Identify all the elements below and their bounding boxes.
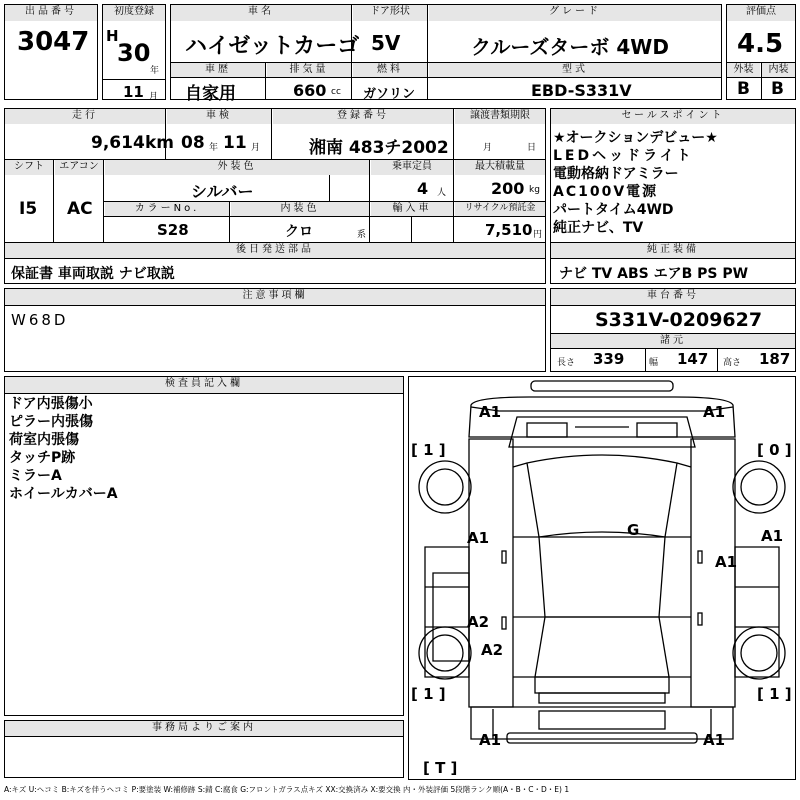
mileage: 9,614 — [91, 133, 145, 153]
mileage-header: 走行 — [5, 109, 165, 124]
label-center: G — [627, 521, 640, 539]
model: EBD-S331V — [531, 81, 632, 100]
label-tire-rl: [ 1 ] — [411, 685, 446, 703]
score-header: 評価点 — [727, 5, 795, 21]
label-left-a2: A2 — [467, 613, 490, 631]
height-label: 高さ — [723, 358, 742, 368]
shift: I5 — [19, 199, 38, 219]
sales-point: 電動格納ドアミラー — [553, 166, 679, 182]
sales-point: パートタイム4WD — [553, 202, 674, 218]
color: シルバー — [191, 182, 254, 201]
office-box — [4, 720, 404, 778]
sales-point: 純正ナビ、TV — [553, 220, 644, 236]
label-tire-fl: [ 1 ] — [411, 441, 446, 459]
score: 4.5 — [737, 29, 784, 59]
door-type: 5V — [371, 31, 401, 55]
length: 339 — [593, 350, 625, 368]
transfer-day: 日 — [527, 143, 537, 153]
name-box — [170, 4, 722, 104]
month-unit: 月 — [149, 92, 159, 102]
inspection-year: 08 — [181, 133, 205, 153]
label-front-right: A1 — [703, 403, 726, 421]
notes-box — [4, 288, 546, 372]
label-tail: [ T ] — [423, 759, 458, 777]
post-parts-header: 後日発送部品 — [5, 243, 545, 258]
car-name-header: 車名 — [171, 5, 351, 21]
interior-color: クロ — [285, 224, 313, 240]
aircon: AC — [67, 199, 93, 219]
inspector-note: タッチP跡 — [9, 450, 76, 466]
width-label: 幅 — [649, 358, 659, 368]
label-left-a2b: A2 — [481, 641, 504, 659]
sales-point: ★オークションデビュー★ — [553, 130, 718, 146]
label-rear-right: A1 — [703, 731, 726, 749]
history-header: 車歴 — [171, 63, 265, 77]
interior-color-suffix: 系 — [357, 230, 367, 240]
insp-month-unit: 月 — [251, 143, 261, 153]
office-header: 事務局よりご案内 — [5, 721, 403, 736]
registration-header: 登録番号 — [273, 109, 453, 124]
fuel-header: 燃料 — [353, 63, 427, 77]
chassis-header: 車台番号 — [551, 289, 795, 305]
sales-point: AC100V電源 — [553, 184, 659, 200]
label-left-door: A1 — [467, 529, 490, 547]
sales-header: セールスポイント — [551, 109, 795, 124]
import-header: 輸入車 — [371, 202, 453, 216]
year-unit: 年 — [150, 66, 160, 76]
model-header: 型式 — [429, 63, 721, 77]
length-label: 長さ — [557, 358, 576, 368]
door-header: ドア形状 — [353, 5, 427, 21]
lot-number: 3047 — [17, 27, 90, 57]
recycle: 7,510 — [485, 221, 533, 239]
label-rear-left: A1 — [479, 731, 502, 749]
era: H — [106, 27, 119, 45]
inspector-note: ピラー内張傷 — [9, 414, 93, 430]
sales-points — [553, 129, 718, 237]
inspector-header: 検査員記入欄 — [5, 377, 403, 393]
first-reg-box — [102, 4, 166, 100]
post-parts: 保証書 車両取説 ナビ取説 — [11, 266, 175, 282]
history: 自家用 — [185, 84, 236, 104]
interior-color-header: 内装色 — [231, 202, 369, 216]
label-right-a1: A1 — [715, 553, 738, 571]
chassis: S331V-0209627 — [595, 309, 763, 331]
registration: 湘南 483チ2002 — [309, 138, 449, 158]
sales-box — [550, 108, 796, 284]
score-box — [726, 4, 796, 100]
height: 187 — [759, 350, 791, 368]
aircon-header: エアコン — [55, 160, 103, 175]
yen-unit: 円 — [533, 230, 543, 240]
label-tire-fr: [ 0 ] — [757, 441, 792, 459]
kg-unit: kg — [529, 185, 540, 195]
label-front-left: A1 — [479, 403, 502, 421]
width: 147 — [677, 350, 709, 368]
fuel: ガソリン — [363, 87, 416, 102]
label-right-door: A1 — [761, 527, 784, 545]
color-header: 外装色 — [105, 160, 369, 175]
lot-header: 出品番号 — [5, 5, 97, 21]
reg-year: 30 — [117, 39, 151, 67]
grade-header: グレード — [429, 5, 721, 21]
inspector-box — [4, 376, 404, 716]
car-name: ハイゼットカーゴ — [185, 34, 360, 59]
transfer-header: 譲渡書類期限 — [455, 109, 545, 124]
inspector-note: ドア内張傷小 — [9, 396, 93, 412]
capacity: 4 — [417, 179, 429, 198]
grade: クルーズターボ 4WD — [471, 35, 669, 59]
legend: A:キズ U:ヘコミ B:キズを伴うヘコミ P:要塗装 W:補修跡 S:錆 C:腐食 G:フロントガラス点キズ XX:交換済み X:要交換 内・外装評価 5段階ランク順(A・B・C・D・E) 1 — [4, 785, 570, 794]
interior-grade: B — [771, 79, 784, 99]
inspector-note: 荷室内張傷 — [9, 432, 79, 448]
displacement-header: 排気量 — [267, 63, 351, 77]
first-reg-header: 初度登録 — [103, 5, 165, 21]
transfer-month: 月 — [483, 143, 493, 153]
km-unit: km — [145, 133, 175, 153]
damage-diagram-box — [408, 376, 796, 780]
reg-month: 11 — [123, 83, 144, 101]
recycle-header: リサイクル預託金 — [455, 202, 545, 216]
car-diagram — [409, 377, 795, 779]
notes: W68D — [11, 311, 69, 329]
max-load-header: 最大積載量 — [455, 160, 545, 175]
inspection-month: 11 — [223, 133, 247, 153]
exterior-grade: B — [737, 79, 750, 99]
inspection-header: 車検 — [167, 109, 271, 124]
sales-point: LEDヘッドライト — [553, 148, 694, 164]
insp-year-unit: 年 — [209, 143, 219, 153]
notes-header: 注意事項欄 — [5, 289, 545, 305]
cc-unit: cc — [331, 87, 341, 97]
interior-header: 内装 — [762, 63, 795, 77]
displacement: 660 — [293, 81, 327, 100]
spec-box — [4, 108, 546, 284]
dims-header: 諸元 — [551, 334, 795, 348]
color-no: S28 — [157, 221, 189, 239]
inspector-notes — [9, 395, 118, 503]
chassis-box — [550, 288, 796, 372]
max-load: 200 — [491, 179, 525, 198]
color-no-header: カラーNo. — [105, 202, 229, 216]
lot-box — [4, 4, 98, 100]
exterior-header: 外装 — [727, 63, 760, 77]
label-tire-rr: [ 1 ] — [757, 685, 792, 703]
equipment: ナビ TV ABS エアB PS PW — [559, 266, 749, 282]
equipment-header: 純正装備 — [551, 243, 795, 258]
capacity-unit: 人 — [437, 188, 447, 198]
shift-header: シフト — [5, 160, 53, 175]
inspector-note: ホイールカバーA — [9, 486, 118, 502]
capacity-header: 乗車定員 — [371, 160, 453, 175]
inspector-note: ミラーA — [9, 468, 62, 484]
